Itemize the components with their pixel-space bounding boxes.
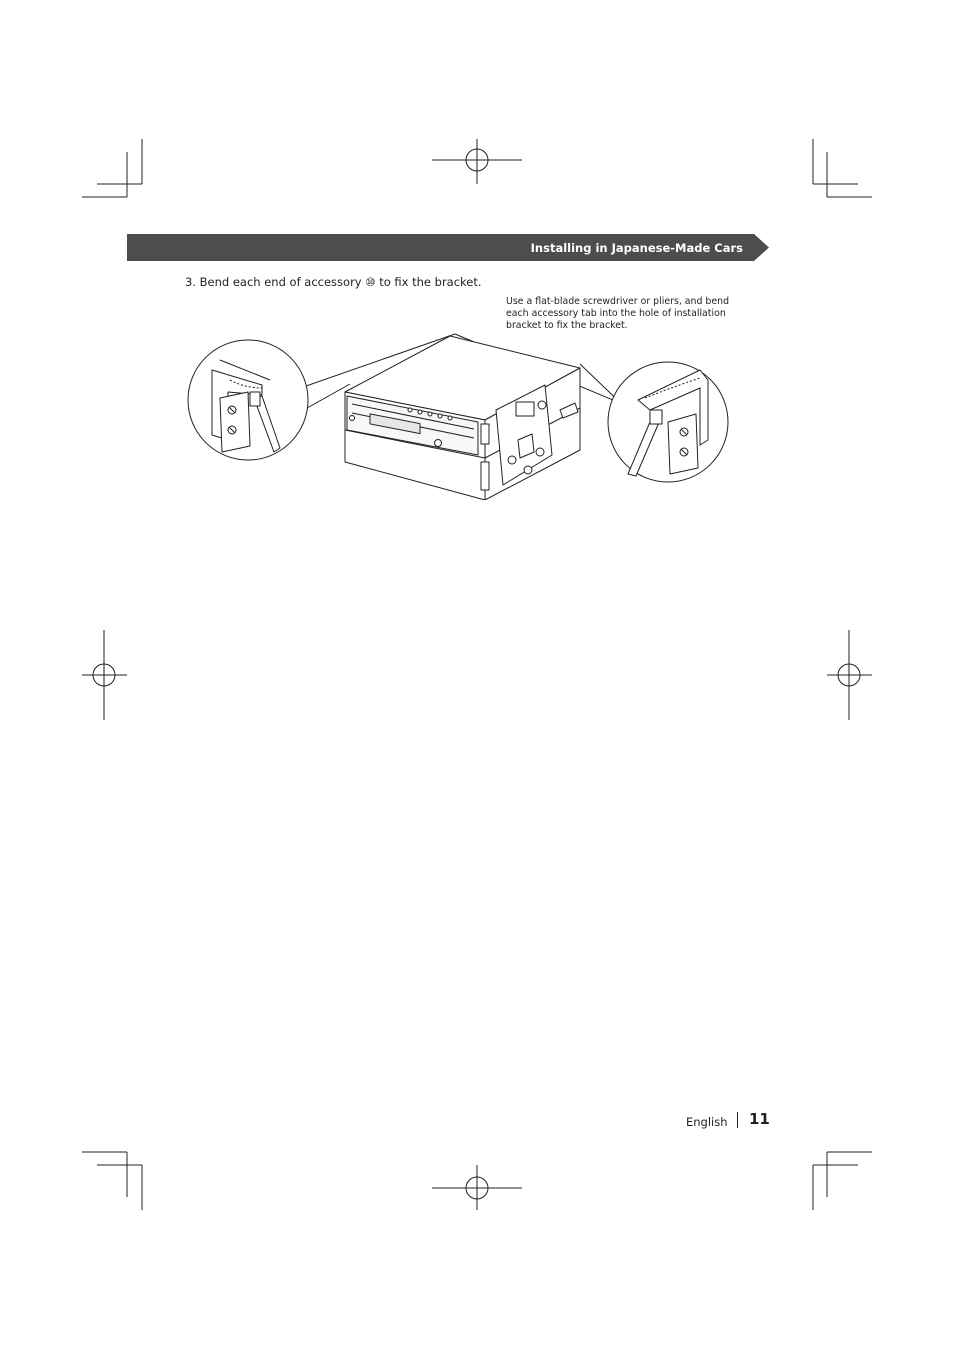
detail-zoom-left <box>188 340 308 460</box>
step-instruction: 3. Bend each end of accessory ⑩ to fix the bracket. <box>185 275 482 289</box>
bracket-installation-illustration <box>185 330 730 500</box>
registration-mark-bottom <box>432 1165 522 1210</box>
section-title: Installing in Japanese-Made Cars <box>530 241 743 255</box>
section-header-bar <box>127 234 769 261</box>
registration-mark-left <box>82 630 127 720</box>
registration-mark-right <box>827 630 872 720</box>
footer-separator <box>737 1112 738 1128</box>
detail-zoom-right <box>608 362 728 482</box>
figure-callout: Use a flat-blade screwdriver or pliers, and bend each accessory tab into the hole of installation bracket to fix the bracket. <box>506 296 730 331</box>
page-number: 11 <box>749 1110 770 1128</box>
footer-language: English <box>686 1115 728 1129</box>
registration-mark-top <box>432 139 522 184</box>
